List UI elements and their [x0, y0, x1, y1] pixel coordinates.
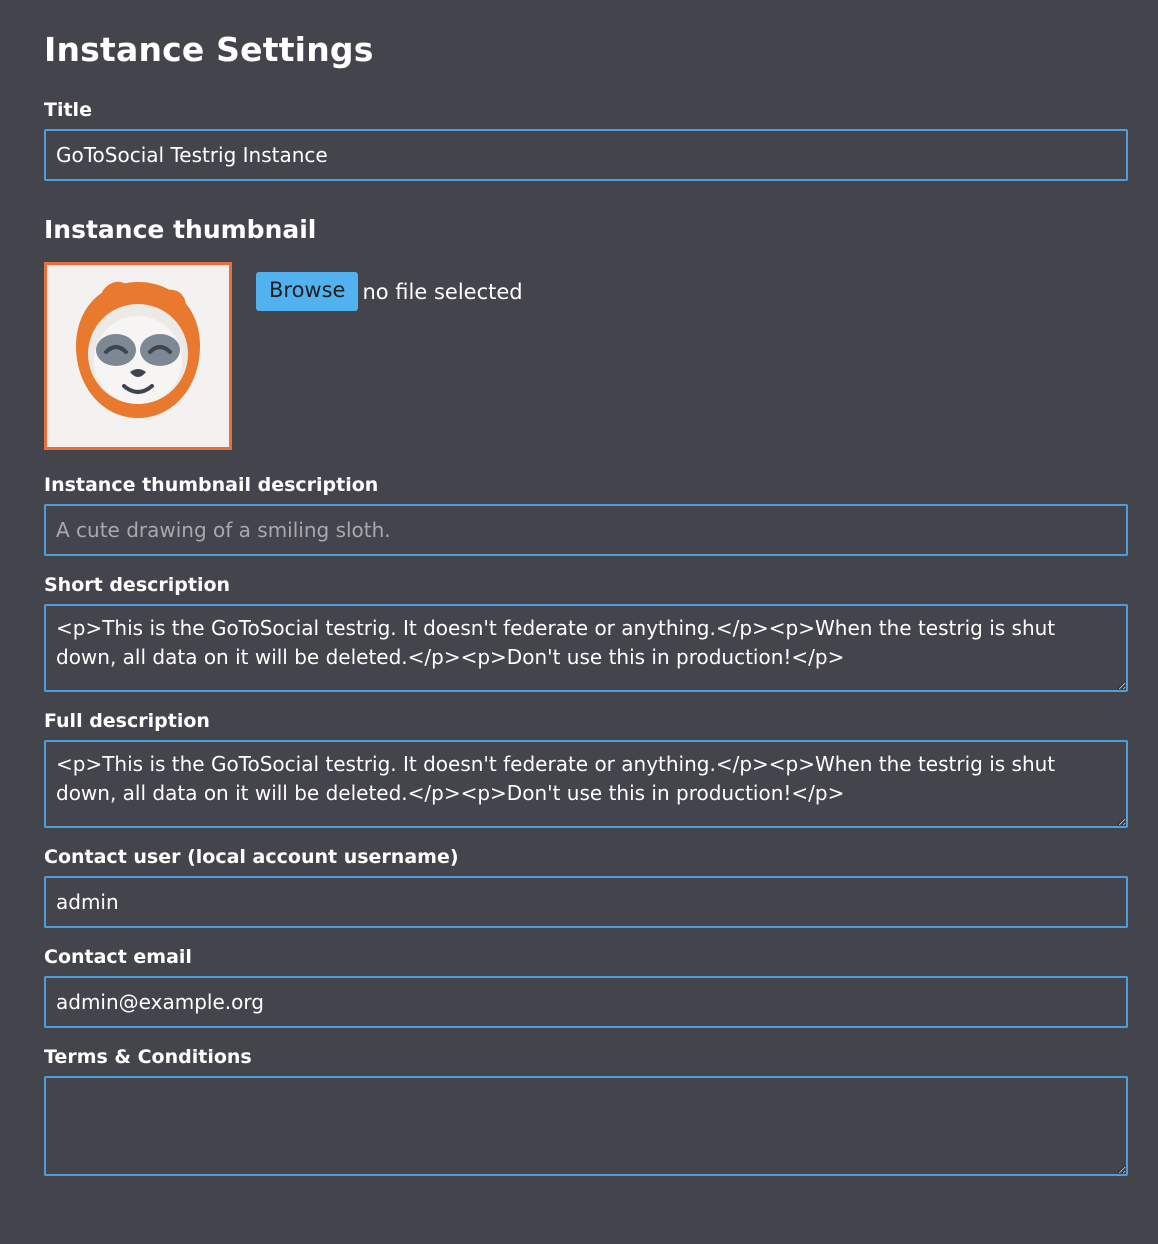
contact-email-label: Contact email: [44, 946, 192, 968]
terms-group: [44, 1046, 1128, 1176]
contact-user-label: Contact user (local account username): [44, 846, 459, 868]
short-description-textarea[interactable]: [44, 604, 1128, 692]
terms-textarea[interactable]: [44, 1076, 1128, 1176]
thumbnail-file-picker[interactable]: [256, 262, 523, 311]
instance-thumbnail-heading: Instance thumbnail: [44, 215, 317, 244]
contact-user-input[interactable]: [44, 876, 1128, 928]
full-description-group: [44, 710, 1128, 828]
thumbnail-description-label: Instance thumbnail description: [44, 474, 379, 496]
thumbnail-row: [44, 262, 1128, 450]
full-description-textarea[interactable]: [44, 740, 1128, 828]
contact-user-group: [44, 846, 1128, 928]
short-description-group: [44, 574, 1128, 692]
file-selection-status: no file selected: [362, 279, 523, 304]
browse-button[interactable]: Browse: [256, 272, 358, 311]
terms-label: Terms & Conditions: [44, 1046, 252, 1068]
contact-email-group: [44, 946, 1128, 1028]
short-description-label: Short description: [44, 574, 231, 596]
title-input[interactable]: [44, 129, 1128, 181]
contact-email-input[interactable]: [44, 976, 1128, 1028]
page-title: Instance Settings: [44, 30, 374, 69]
full-description-label: Full description: [44, 710, 210, 732]
thumbnail-description-input[interactable]: [44, 504, 1128, 556]
instance-thumbnail-preview: [44, 262, 232, 450]
thumbnail-description-group: [44, 474, 1128, 556]
title-field-group: [44, 99, 1128, 181]
title-label: Title: [44, 99, 92, 121]
sloth-avatar-icon: [50, 268, 226, 444]
